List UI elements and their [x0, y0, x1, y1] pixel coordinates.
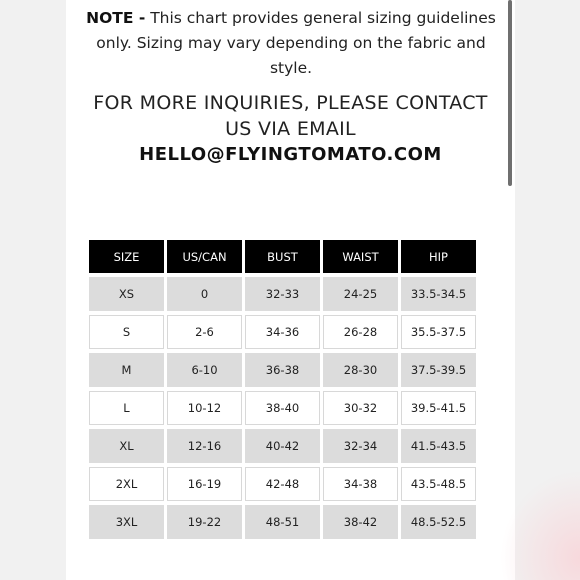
cell-hip: 37.5-39.5: [401, 353, 476, 387]
header-size: SIZE: [89, 240, 164, 273]
cell-hip: 33.5-34.5: [401, 277, 476, 311]
table-row: [89, 277, 476, 311]
table-row: [89, 429, 476, 463]
table-header-row: [89, 240, 476, 273]
cell-hip: 43.5-48.5: [401, 467, 476, 501]
header-waist: WAIST: [323, 240, 398, 273]
cell-hip: 41.5-43.5: [401, 429, 476, 463]
cell-us-can: 10-12: [167, 391, 242, 425]
table-row: [89, 391, 476, 425]
header-bust: BUST: [245, 240, 320, 273]
cell-waist: 34-38: [323, 467, 398, 501]
header-hip: HIP: [401, 240, 476, 273]
cell-bust: 40-42: [245, 429, 320, 463]
cell-bust: 38-40: [245, 391, 320, 425]
table-row: [89, 353, 476, 387]
cell-size: L: [89, 391, 164, 425]
cell-us-can: 2-6: [167, 315, 242, 349]
contact-email[interactable]: HELLO@FLYINGTOMATO.COM: [139, 144, 442, 165]
cell-size: S: [89, 315, 164, 349]
cell-bust: 36-38: [245, 353, 320, 387]
cell-hip: 39.5-41.5: [401, 391, 476, 425]
size-chart-table: [86, 236, 479, 543]
cell-waist: 26-28: [323, 315, 398, 349]
note-label: NOTE -: [86, 9, 146, 27]
cell-us-can: 0: [167, 277, 242, 311]
header-us-can: US/CAN: [167, 240, 242, 273]
cell-size: 3XL: [89, 505, 164, 539]
cell-waist: 32-34: [323, 429, 398, 463]
cell-bust: 34-36: [245, 315, 320, 349]
cell-size: XL: [89, 429, 164, 463]
cell-bust: 42-48: [245, 467, 320, 501]
cell-us-can: 12-16: [167, 429, 242, 463]
note-text: This chart provides general sizing guidelines only. Sizing may vary depending on the fabric and style.: [96, 9, 496, 77]
cell-waist: 24-25: [323, 277, 398, 311]
corner-decoration: [500, 470, 580, 580]
cell-waist: 38-42: [323, 505, 398, 539]
cell-us-can: 19-22: [167, 505, 242, 539]
cell-us-can: 6-10: [167, 353, 242, 387]
sizing-note: [86, 6, 496, 81]
table-row: [89, 505, 476, 539]
cell-bust: 48-51: [245, 505, 320, 539]
cell-bust: 32-33: [245, 277, 320, 311]
cell-waist: 28-30: [323, 353, 398, 387]
contact-line-2: US VIA EMAIL: [225, 118, 356, 140]
contact-line-1: FOR MORE INQUIRIES, PLEASE CONTACT: [93, 92, 488, 114]
table-row: [89, 315, 476, 349]
cell-hip: 35.5-37.5: [401, 315, 476, 349]
cell-waist: 30-32: [323, 391, 398, 425]
cell-size: 2XL: [89, 467, 164, 501]
cell-us-can: 16-19: [167, 467, 242, 501]
cell-hip: 48.5-52.5: [401, 505, 476, 539]
contact-text: [66, 90, 515, 142]
cell-size: M: [89, 353, 164, 387]
table-row: [89, 467, 476, 501]
cell-size: XS: [89, 277, 164, 311]
